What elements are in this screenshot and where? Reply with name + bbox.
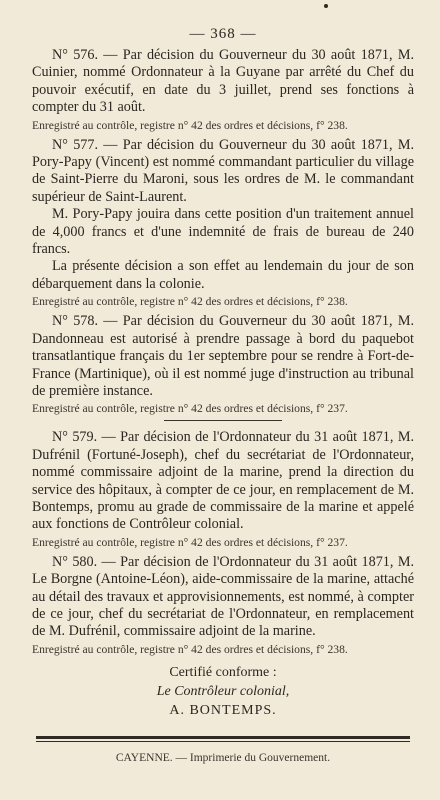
decision-text: M. Pory-Papy jouira dans cette position d'un traitement annuel de 4,000 francs et d'une indemnité de frais de bureau de 240 francs. bbox=[32, 206, 414, 258]
page-number: — 368 — bbox=[189, 26, 257, 42]
certification-line: Certifié conforme : bbox=[169, 664, 277, 680]
registration-note: Enregistré au contrôle, registre n° 42 des ordres et décisions, f° 238. bbox=[32, 118, 348, 132]
decision-entry-579 bbox=[32, 429, 414, 549]
decision-entry-578 bbox=[32, 313, 414, 416]
decision-text: N° 578. — Par décision du Gouverneur du 30 août 1871, M. Dandonneau est autorisé à prendre passage à bord du paquebot transatlantique français du 1er septembre pour se rendre à Fort-de-France (Martinique), où il est nommé juge d'instruction au tribunal de première instance. bbox=[32, 313, 414, 399]
certification-signatory: A. BONTEMPS. bbox=[169, 702, 277, 718]
section-divider bbox=[164, 420, 282, 421]
decision-text: N° 579. — Par décision de l'Ordonnateur du 31 août 1871, M. Dufrénil (Fortuné-Joseph), chef du secrétariat de l'Ordonnateur, nommé commissaire adjoint de la marine, prend la direction du service des hôpitaux, à compter de ce jour, en remplacement de M. Bontemps, promu au grade de commissaire de la marine et appelé aux fonctions de Contrôleur colonial. bbox=[32, 429, 414, 533]
registration-note: Enregistré au contrôle, registre n° 42 des ordres et décisions, f° 237. bbox=[32, 535, 348, 549]
decision-entry-580 bbox=[32, 554, 414, 657]
certification-block bbox=[32, 663, 414, 720]
registration-note: Enregistré au contrôle, registre n° 42 des ordres et décisions, f° 237. bbox=[32, 402, 348, 416]
decision-text: N° 576. — Par décision du Gouverneur du 30 août 1871, M. Cuinier, nommé Ordonnateur à la Guyane par arrêté du Chef du pouvoir exécutif, en date du 3 juillet, prend ses fonctions à compter du 31 août. bbox=[32, 47, 414, 116]
ink-speck bbox=[324, 4, 328, 8]
registration-note: Enregistré au contrôle, registre n° 42 des ordres et décisions, f° 238. bbox=[32, 642, 348, 656]
decision-text: N° 577. — Par décision du Gouverneur du 30 août 1871, M. Pory-Papy (Vincent) est nommé commandant particulier du village de Saint-Pierre du Maroni, sous les ordres de M. le commandant supérieur de Saint-Laurent. bbox=[32, 136, 414, 205]
printer-imprint: CAYENNE. — Imprimerie du Gouvernement. bbox=[115, 751, 331, 764]
decision-text: N° 580. — Par décision de l'Ordonnateur du 31 août 1871, M. Le Borgne (Antoine-Léon), aide-commissaire de la marine, attaché au détail des travaux et approvisionnements, est nommé, à compter de ce jour, chef du secrétariat de l'Ordonnateur, en remplacement de M. Dufrénil, commissaire adjoint de la marine. bbox=[32, 553, 414, 640]
decision-entry-577 bbox=[32, 137, 414, 310]
footer-rule-thick bbox=[36, 736, 410, 739]
registration-note: Enregistré au contrôle, registre n° 42 des ordres et décisions, f° 238. bbox=[32, 295, 348, 309]
footer-rule-thin bbox=[36, 741, 410, 742]
decision-entry-576 bbox=[32, 47, 414, 133]
decision-text: La présente décision a son effet au lendemain du jour de son débarquement dans la colonie. bbox=[32, 258, 414, 292]
certification-title: Le Contrôleur colonial, bbox=[156, 683, 290, 699]
